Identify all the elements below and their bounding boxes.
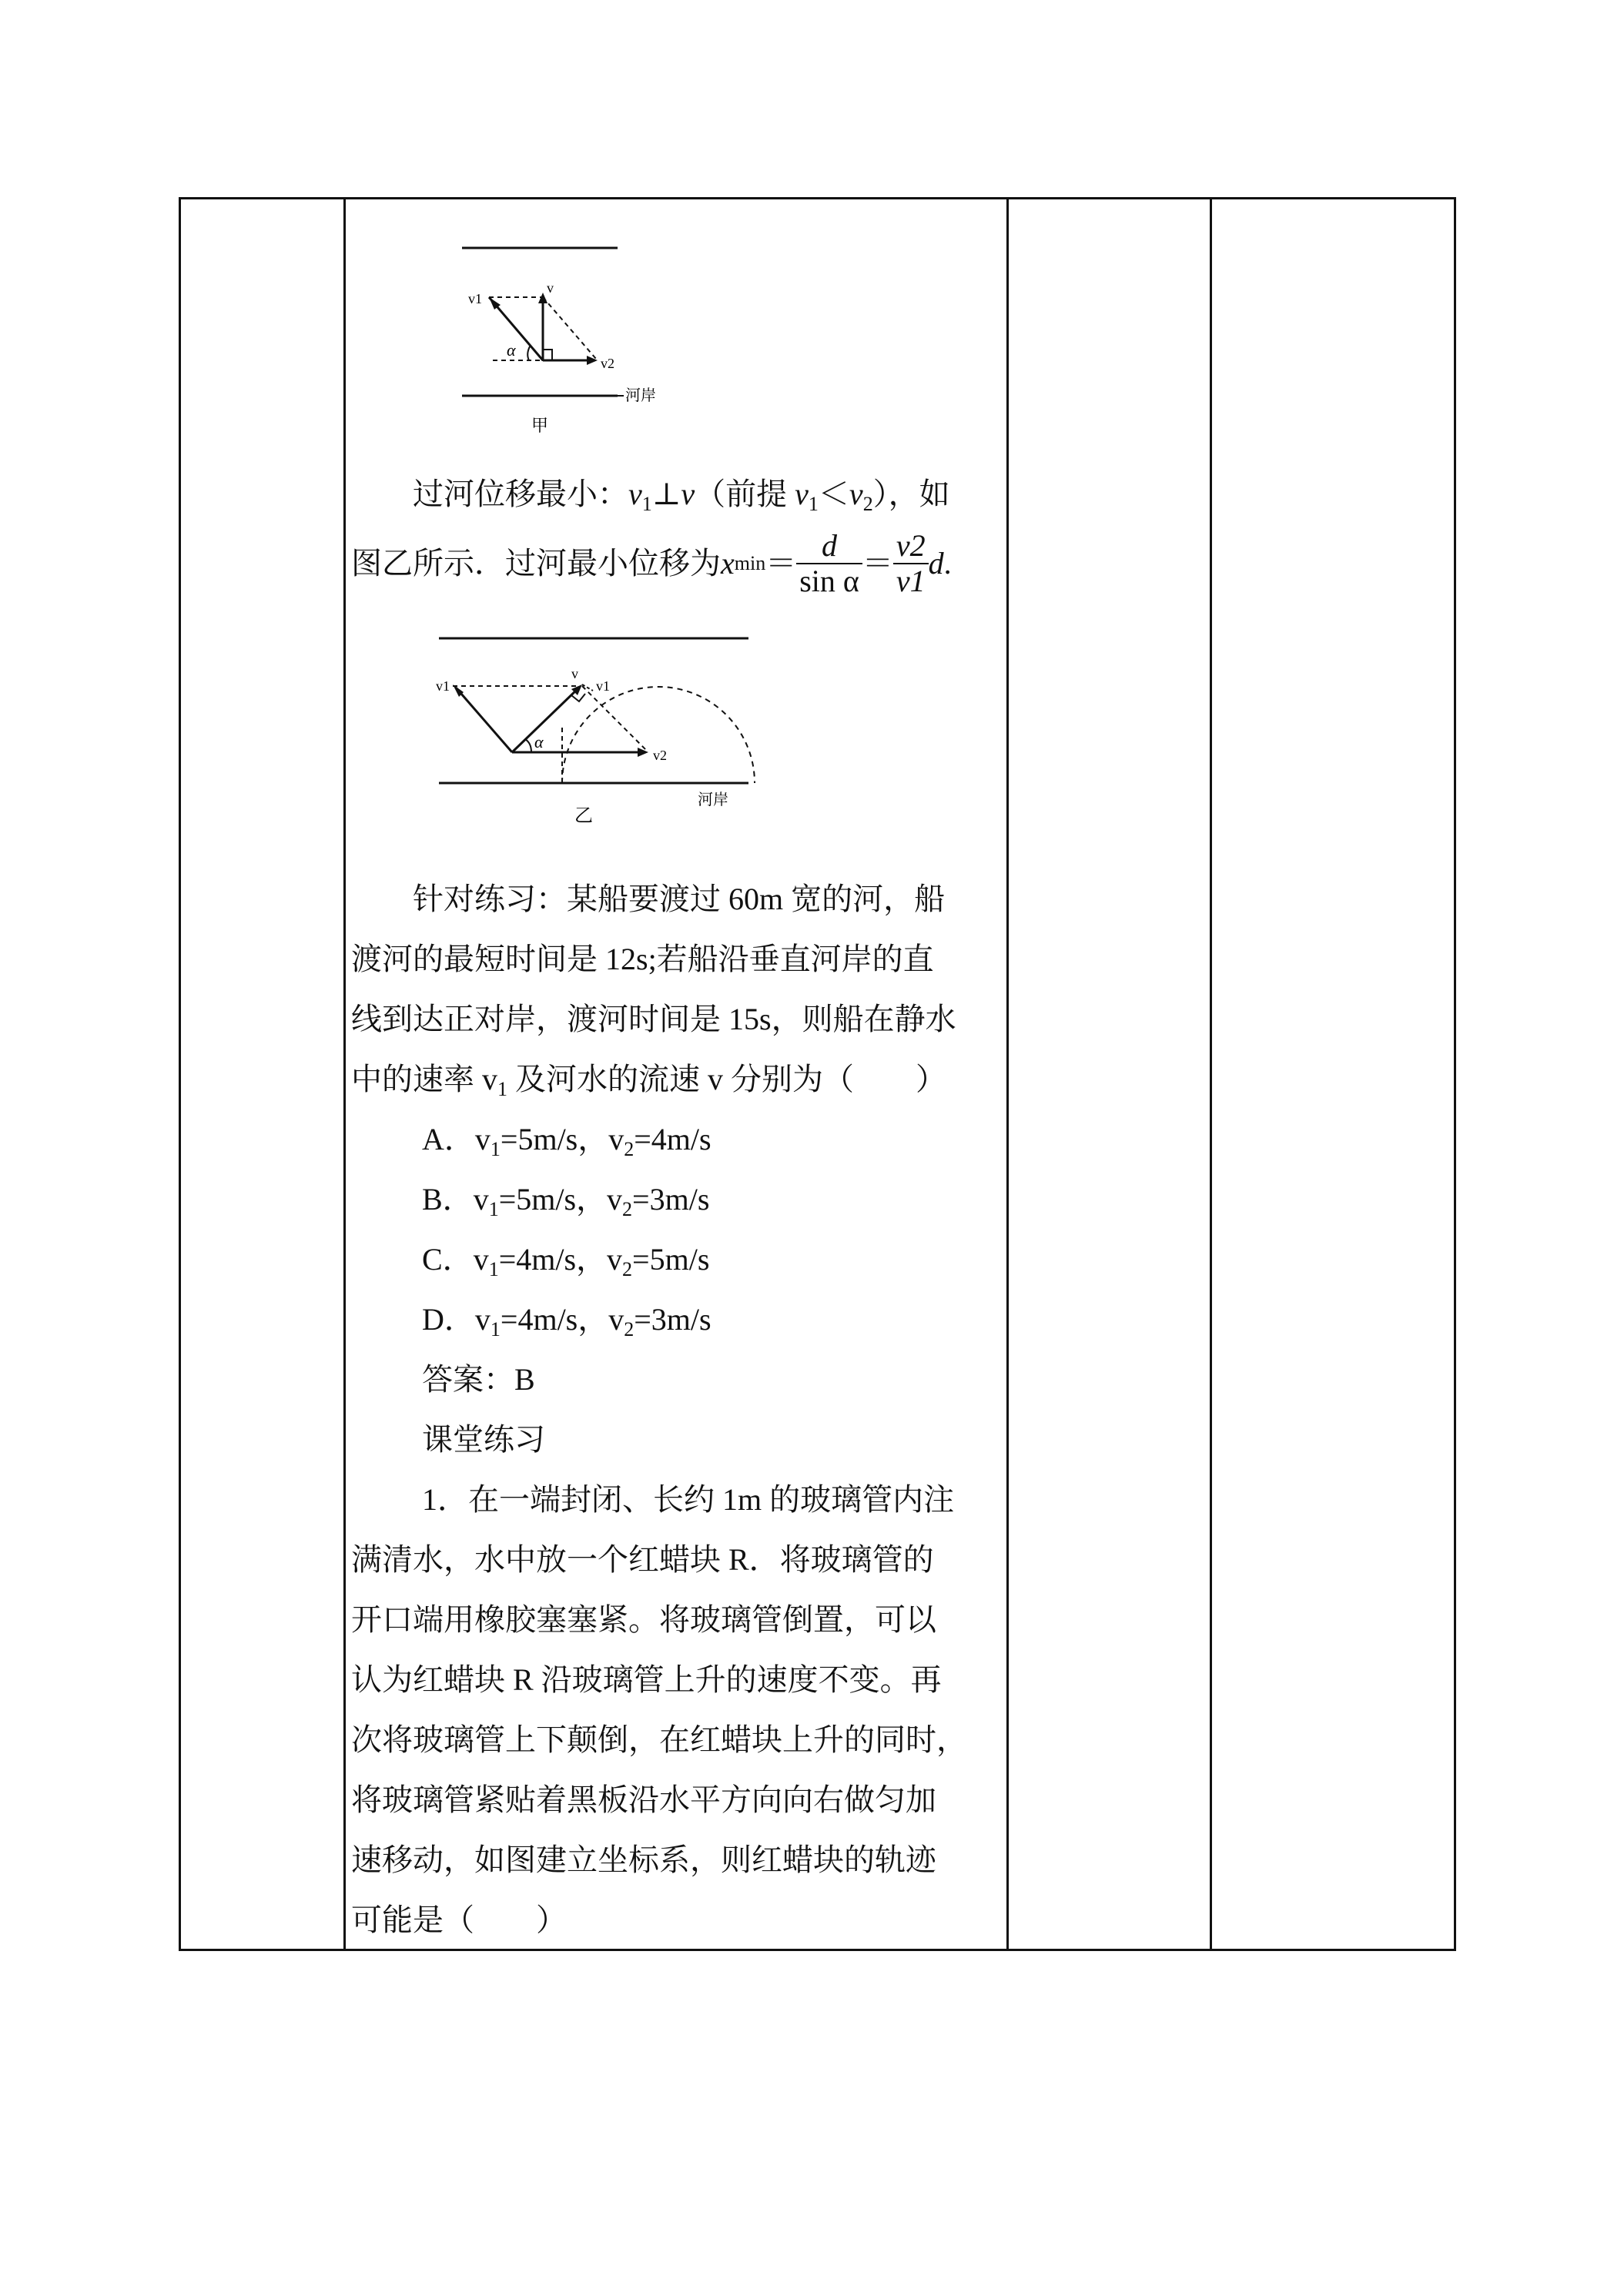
table-top-border xyxy=(179,197,1455,199)
practice-answer: 答案：B xyxy=(422,1362,535,1397)
option-d[interactable]: D．$v_1=4m/s$，$v_2=3m/s$ xyxy=(422,1302,712,1340)
jia-caption: 甲 xyxy=(531,416,549,435)
classwork-q1-line6: 将玻璃管紧贴着黑板沿水平方向向右做匀加 xyxy=(351,1782,936,1817)
classwork-q1-line3: 开口端用橡胶塞塞紧。将玻璃管倒置，可以 xyxy=(351,1602,936,1637)
practice-stem-line2: 渡河的最短时间是 12s;若船沿垂直河岸的直 xyxy=(351,942,934,976)
yi-label-v1: v1 xyxy=(596,678,610,694)
classwork-q1-line1: 1．在一端封闭、长约 1m 的玻璃管内注 xyxy=(422,1482,955,1517)
option-c[interactable]: C．$v_1=4m/s$，$v_2=5m/s$ xyxy=(422,1242,710,1280)
yi-label-v2: v2 xyxy=(653,748,667,763)
classwork-q1-line5: 次将玻璃管上下颠倒，在红蜡块上升的同时， xyxy=(351,1722,967,1757)
option-b[interactable]: B．$v_1=5m/s$，$v_2=3m/s$ xyxy=(422,1182,710,1220)
min-displacement-line2: 图乙所示．过河最小位移为 x min ＝ $\frac{d}{\text{sin α}}$ ＝ $\frac{v2}{v1}$ d . xyxy=(351,528,952,598)
yi-label-alpha: α xyxy=(534,732,544,751)
practice-stem-line4: 中的速率 $v_1$ 及河水的流速 v 分别为（ ） xyxy=(351,1062,946,1100)
figure-jia xyxy=(454,239,685,439)
classwork-heading: 课堂练习 xyxy=(422,1422,545,1457)
yi-caption: 乙 xyxy=(574,806,593,826)
yi-label-v: v xyxy=(571,666,578,681)
min-displacement-line1: 过河位移最小：$v_1\perp v$（前提 $v_1<v_2$），如 xyxy=(413,477,950,515)
classwork-q1-line4: 认为红蜡块 R 沿玻璃管上升的速度不变。再 xyxy=(351,1662,942,1697)
figure-yi xyxy=(431,628,762,843)
jia-label-bank: 河岸 xyxy=(625,387,656,404)
yi-label-bank: 河岸 xyxy=(698,792,728,808)
fraction-d-over-sin-alpha: $\frac{d}{\text{sin α}}$ xyxy=(796,529,862,598)
practice-stem-line3: 线到达正对岸，渡河时间是 15s，则船在静水 xyxy=(351,1002,956,1036)
table-col-border-3 xyxy=(1210,197,1212,1951)
classwork-q1-line8: 可能是（ ） xyxy=(351,1903,567,1937)
option-a[interactable]: A．$v_1=5m/s$，$v_2=4m/s$ xyxy=(422,1122,712,1160)
practice-stem-line1: 针对练习：某船要渡过 60m 宽的河，船 xyxy=(413,882,946,916)
jia-label-alpha: α xyxy=(507,340,516,360)
yi-label-v1-left: v1 xyxy=(436,678,450,694)
classwork-q1-line2: 满清水，水中放一个红蜡块 R．将玻璃管的 xyxy=(351,1542,934,1577)
jia-label-v2: v2 xyxy=(601,356,614,371)
jia-label-v: v xyxy=(547,280,554,296)
table-col-border-2 xyxy=(1006,197,1009,1951)
table-col-border-1 xyxy=(343,197,346,1951)
table-bottom-border xyxy=(179,1949,1455,1951)
table-col-border-0 xyxy=(179,197,181,1951)
table-col-border-4 xyxy=(1454,197,1456,1951)
jia-label-v1: v1 xyxy=(468,291,482,306)
fraction-v2-over-v1: $\frac{v2}{v1}$ xyxy=(893,529,929,598)
classwork-q1-line7: 速移动，如图建立坐标系，则红蜡块的轨迹 xyxy=(351,1842,936,1877)
